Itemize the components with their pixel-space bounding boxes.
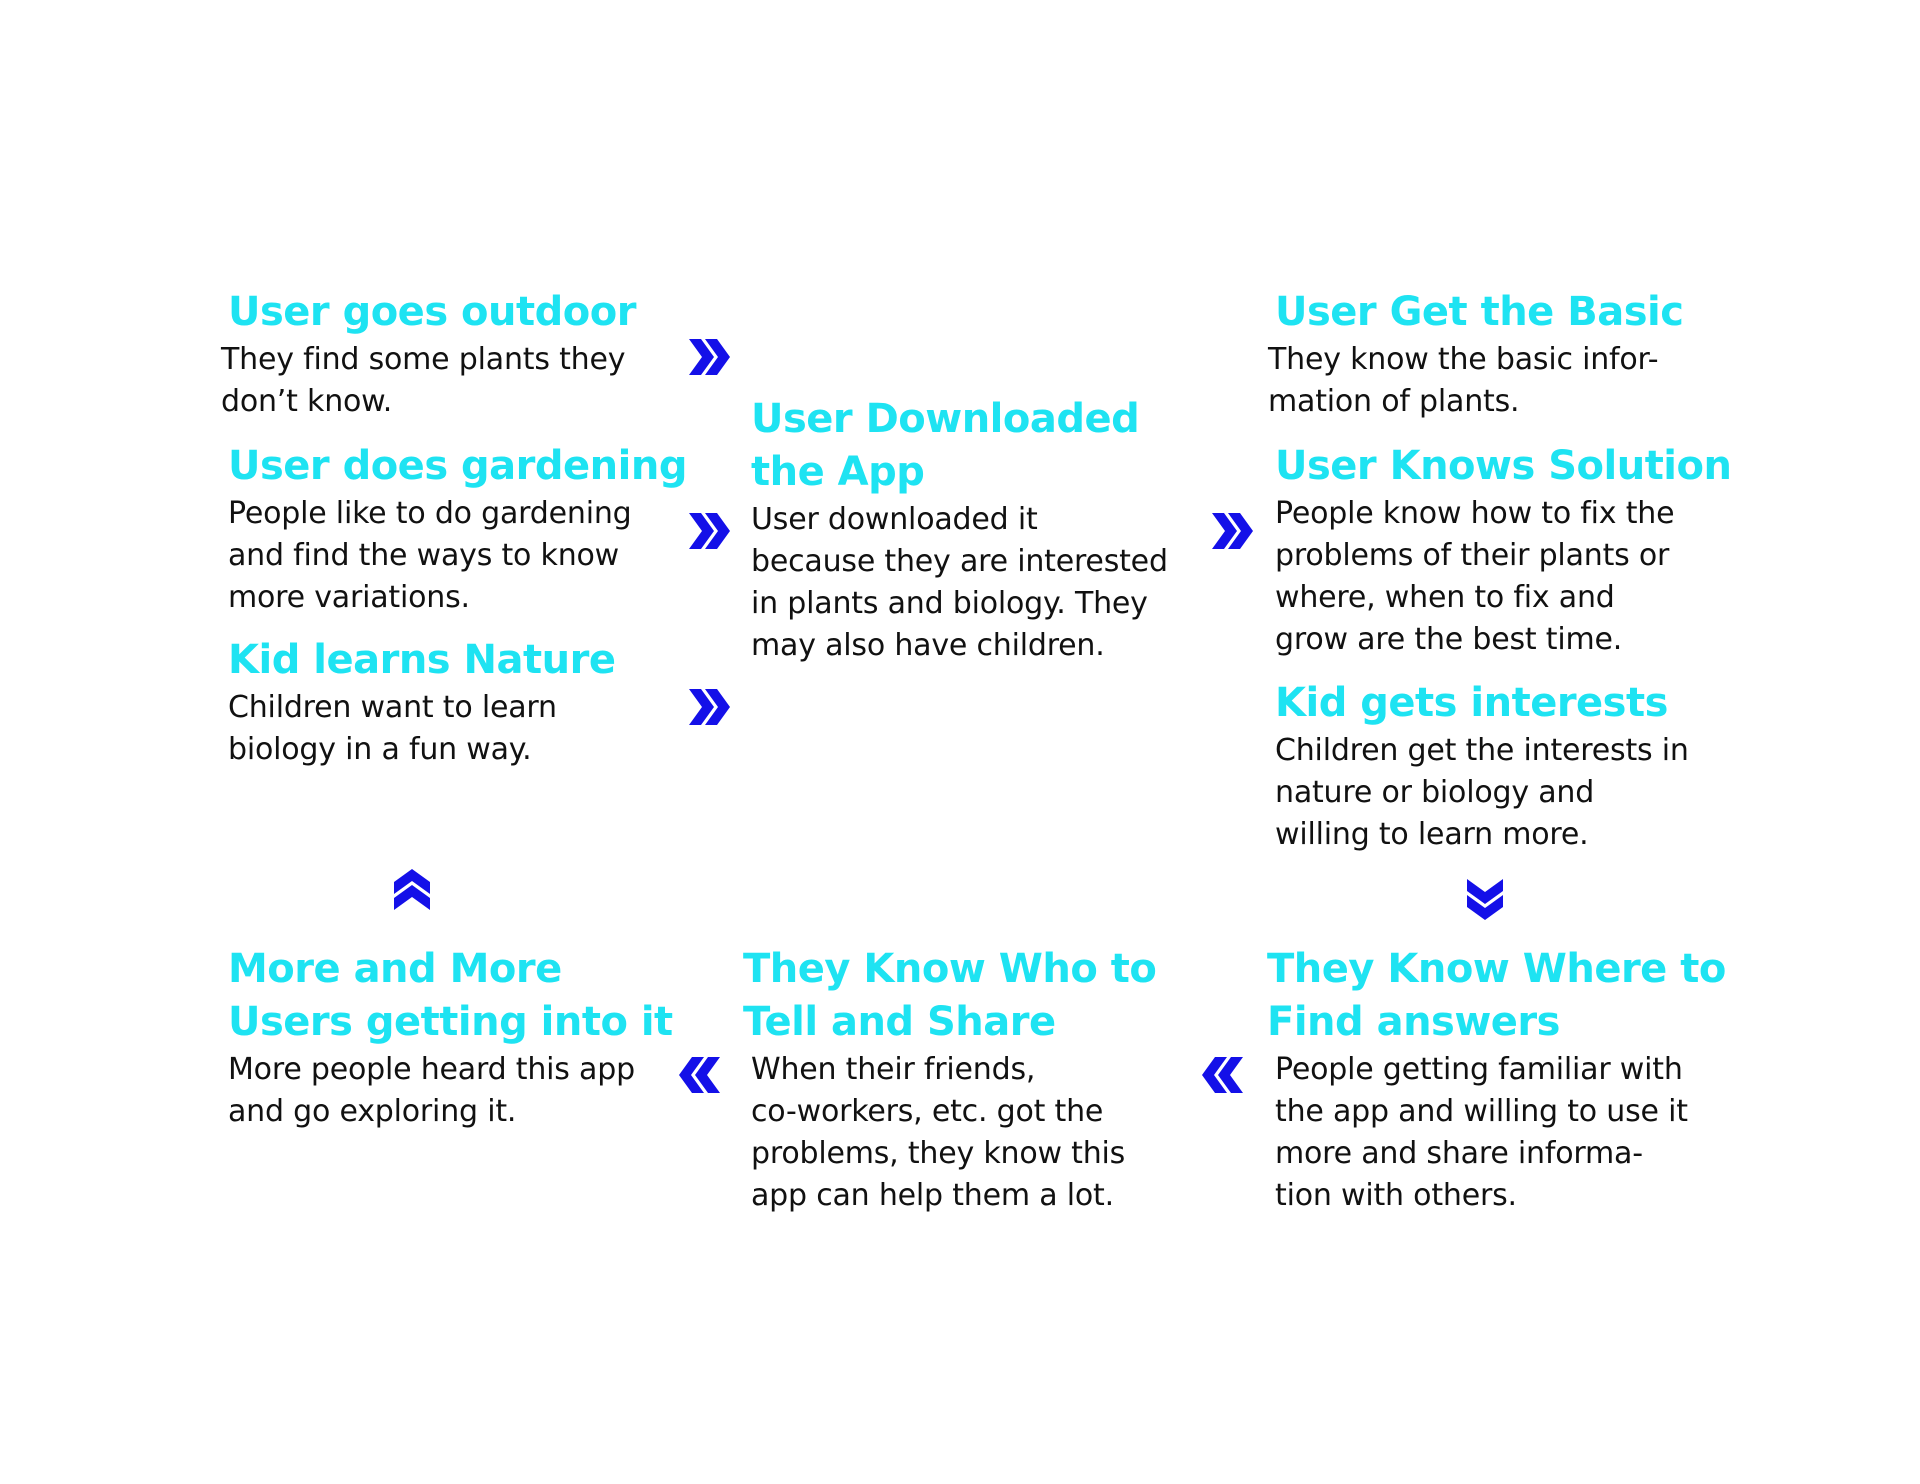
node-know-who-tell-share (743, 943, 1203, 1217)
double-chevron-left-icon (1200, 1052, 1246, 1098)
node-body: More people heard this app and go exploring it. (228, 1052, 635, 1129)
node-body: They know the basic infor- mation of plants. (1268, 342, 1659, 419)
node-body: People like to do gardening and find the ways to know more variations. (228, 496, 632, 615)
node-title: User goes outdoor (228, 289, 636, 335)
node-body: People getting familiar with the app and willing to use it more and share informa- tion with others. (1275, 1052, 1688, 1213)
double-chevron-up-icon (389, 867, 435, 913)
node-user-does-gardening (228, 440, 688, 619)
node-title: User does gardening (228, 443, 687, 489)
node-title: Kid learns Nature (228, 637, 616, 683)
node-title: User Get the Basic (1275, 289, 1684, 335)
node-title: User Downloaded the App (751, 396, 1140, 495)
node-title: More and More Users getting into it (228, 946, 673, 1045)
node-title: Kid gets interests (1275, 680, 1668, 726)
node-kid-gets-interests (1275, 677, 1735, 856)
node-title: They Know Where to Find answers (1267, 946, 1726, 1045)
node-user-get-basic (1268, 286, 1728, 423)
node-user-knows-solution (1275, 440, 1735, 661)
node-user-goes-outdoor (221, 286, 681, 423)
node-body: User downloaded it because they are interested in plants and biology. They may also have children. (751, 502, 1168, 663)
node-body: Children want to learn biology in a fun way. (228, 690, 557, 767)
node-body: When their friends, co-workers, etc. got the problems, they know this app can help them a lot. (751, 1052, 1126, 1213)
node-body: They find some plants they don’t know. (221, 342, 626, 419)
double-chevron-left-icon (677, 1052, 723, 1098)
double-chevron-right-icon (686, 334, 732, 380)
node-kid-learns-nature (228, 634, 688, 771)
node-know-where-find-answers (1267, 943, 1747, 1217)
double-chevron-right-icon (686, 684, 732, 730)
node-user-downloaded-app (751, 393, 1211, 667)
double-chevron-down-icon (1462, 876, 1508, 922)
node-more-users (228, 943, 688, 1133)
node-title: They Know Who to Tell and Share (743, 946, 1157, 1045)
node-title: User Knows Solution (1275, 443, 1732, 489)
node-body: Children get the interests in nature or biology and willing to learn more. (1275, 733, 1689, 852)
double-chevron-right-icon (1209, 508, 1255, 554)
double-chevron-right-icon (686, 508, 732, 554)
node-body: People know how to fix the problems of their plants or where, when to fix and grow are the best time. (1275, 496, 1675, 657)
